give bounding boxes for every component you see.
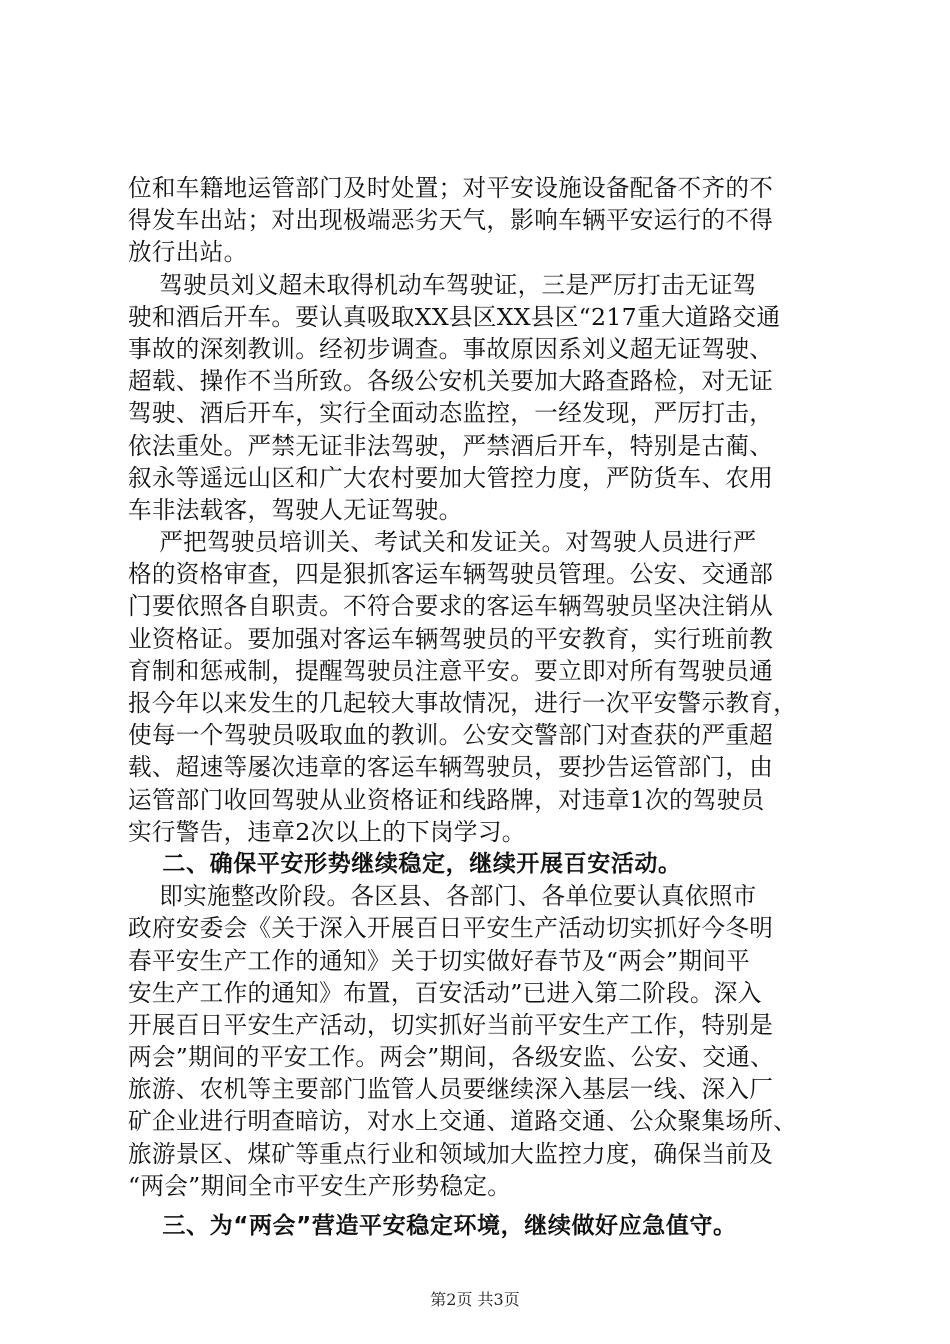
text-line: 得发车出站；对出现极端恶劣天气，影响车辆平安运行的不得 [128,206,774,235]
text-line: 旅游景区、煤矿等重点行业和领域加大监控力度，确保当前及 [128,1139,774,1168]
text-line: 车非法载客，驾驶人无证驾驶。 [128,495,463,524]
text-line: 安生产工作的通知》布置，百安活动”已进入第二阶段。深入 [128,978,762,1007]
text-line: 依法重处。严禁无证非法驾驶，严禁酒后开车，特别是古蔺、 [128,431,774,460]
text-line: 叙永等遥远山区和广大农村要加大管控力度，严防货车、农用 [128,463,774,492]
text-line: 报今年以来发生的几起较大事故情况，进行一次平安警示教育， [128,689,798,717]
text-line: 格的资格审查，四是狠抓客运车辆驾驶员管理。公安、交通部 [128,560,774,589]
text-line: 育制和惩戒制，提醒驾驶员注意平安。要立即对所有驾驶员通 [128,656,774,685]
text-line: 开展百日平安生产活动，切实抓好当前平安生产工作，特别是 [128,1010,774,1039]
text-line: 春平安生产工作的通知》关于切实做好春节及“两会”期间平 [128,946,751,975]
section-heading: 三、为“两会”营造平安稳定环境，继续做好应急值守。 [128,1213,737,1239]
text-line: 实行警告，违章2次以上的下岗学习。 [128,817,526,846]
text-line: 驶和酒后开车。要认真吸取XX县区XX县区“217重大道路交通 [128,302,781,331]
text-line: 两会”期间的平安工作。两会”期间，各级安监、公安、交通、 [128,1043,774,1072]
text-line: 驾驶、酒后开车，实行全面动态监控，一经发现，严厉打击， [128,399,774,428]
text-line: 严把驾驶员培训关、考试关和发证关。对驾驶人员进行严 [128,528,757,557]
document-body [128,172,828,1242]
text-line: 矿企业进行明查暗访，对水上交通、道路交通、公众聚集场所、 [128,1107,798,1136]
text-line: 即实施整改阶段。各区县、各部门、各单位要认真依照市 [128,882,757,911]
page-number-footer: 第2页 共3页 [430,1290,520,1309]
text-line: 运管部门收回驾驶从业资格证和线路牌，对违章1次的驾驶员 [128,785,765,814]
text-line: 位和车籍地运管部门及时处置；对平安设施设备配备不齐的不 [128,174,774,202]
text-line: 旅游、农机等主要部门监管人员要继续深入基层一线、深入厂 [128,1075,774,1104]
text-line: 载、超速等屡次违章的客运车辆驾驶员，要抄告运管部门，由 [128,753,774,782]
text-line: 事故的深刻教训。经初步调查。事故原因系刘义超无证驾驶、 [128,334,774,363]
section-heading: 二、确保平安形势继续稳定，继续开展百安活动。 [128,850,682,877]
text-line: 政府安委会《关于深入开展百日平安生产活动切实抓好今冬明 [128,914,774,943]
text-line: 放行出站。 [128,238,248,267]
text-line: 使每一个驾驶员吸取血的教训。公安交警部门对查获的严重超 [128,721,774,750]
text-line: 门要依照各自职责。不符合要求的客运车辆驾驶员坚决注销从 [128,592,774,621]
text-line: 驾驶员刘义超未取得机动车驾驶证，三是严厉打击无证驾 [128,270,757,299]
text-line: 业资格证。要加强对客运车辆驾驶员的平安教育，实行班前教 [128,624,774,653]
text-line: “两会”期间全市平安生产形势稳定。 [128,1171,512,1200]
text-line: 超载、操作不当所致。各级公安机关要加大路查路检，对无证 [128,367,774,396]
